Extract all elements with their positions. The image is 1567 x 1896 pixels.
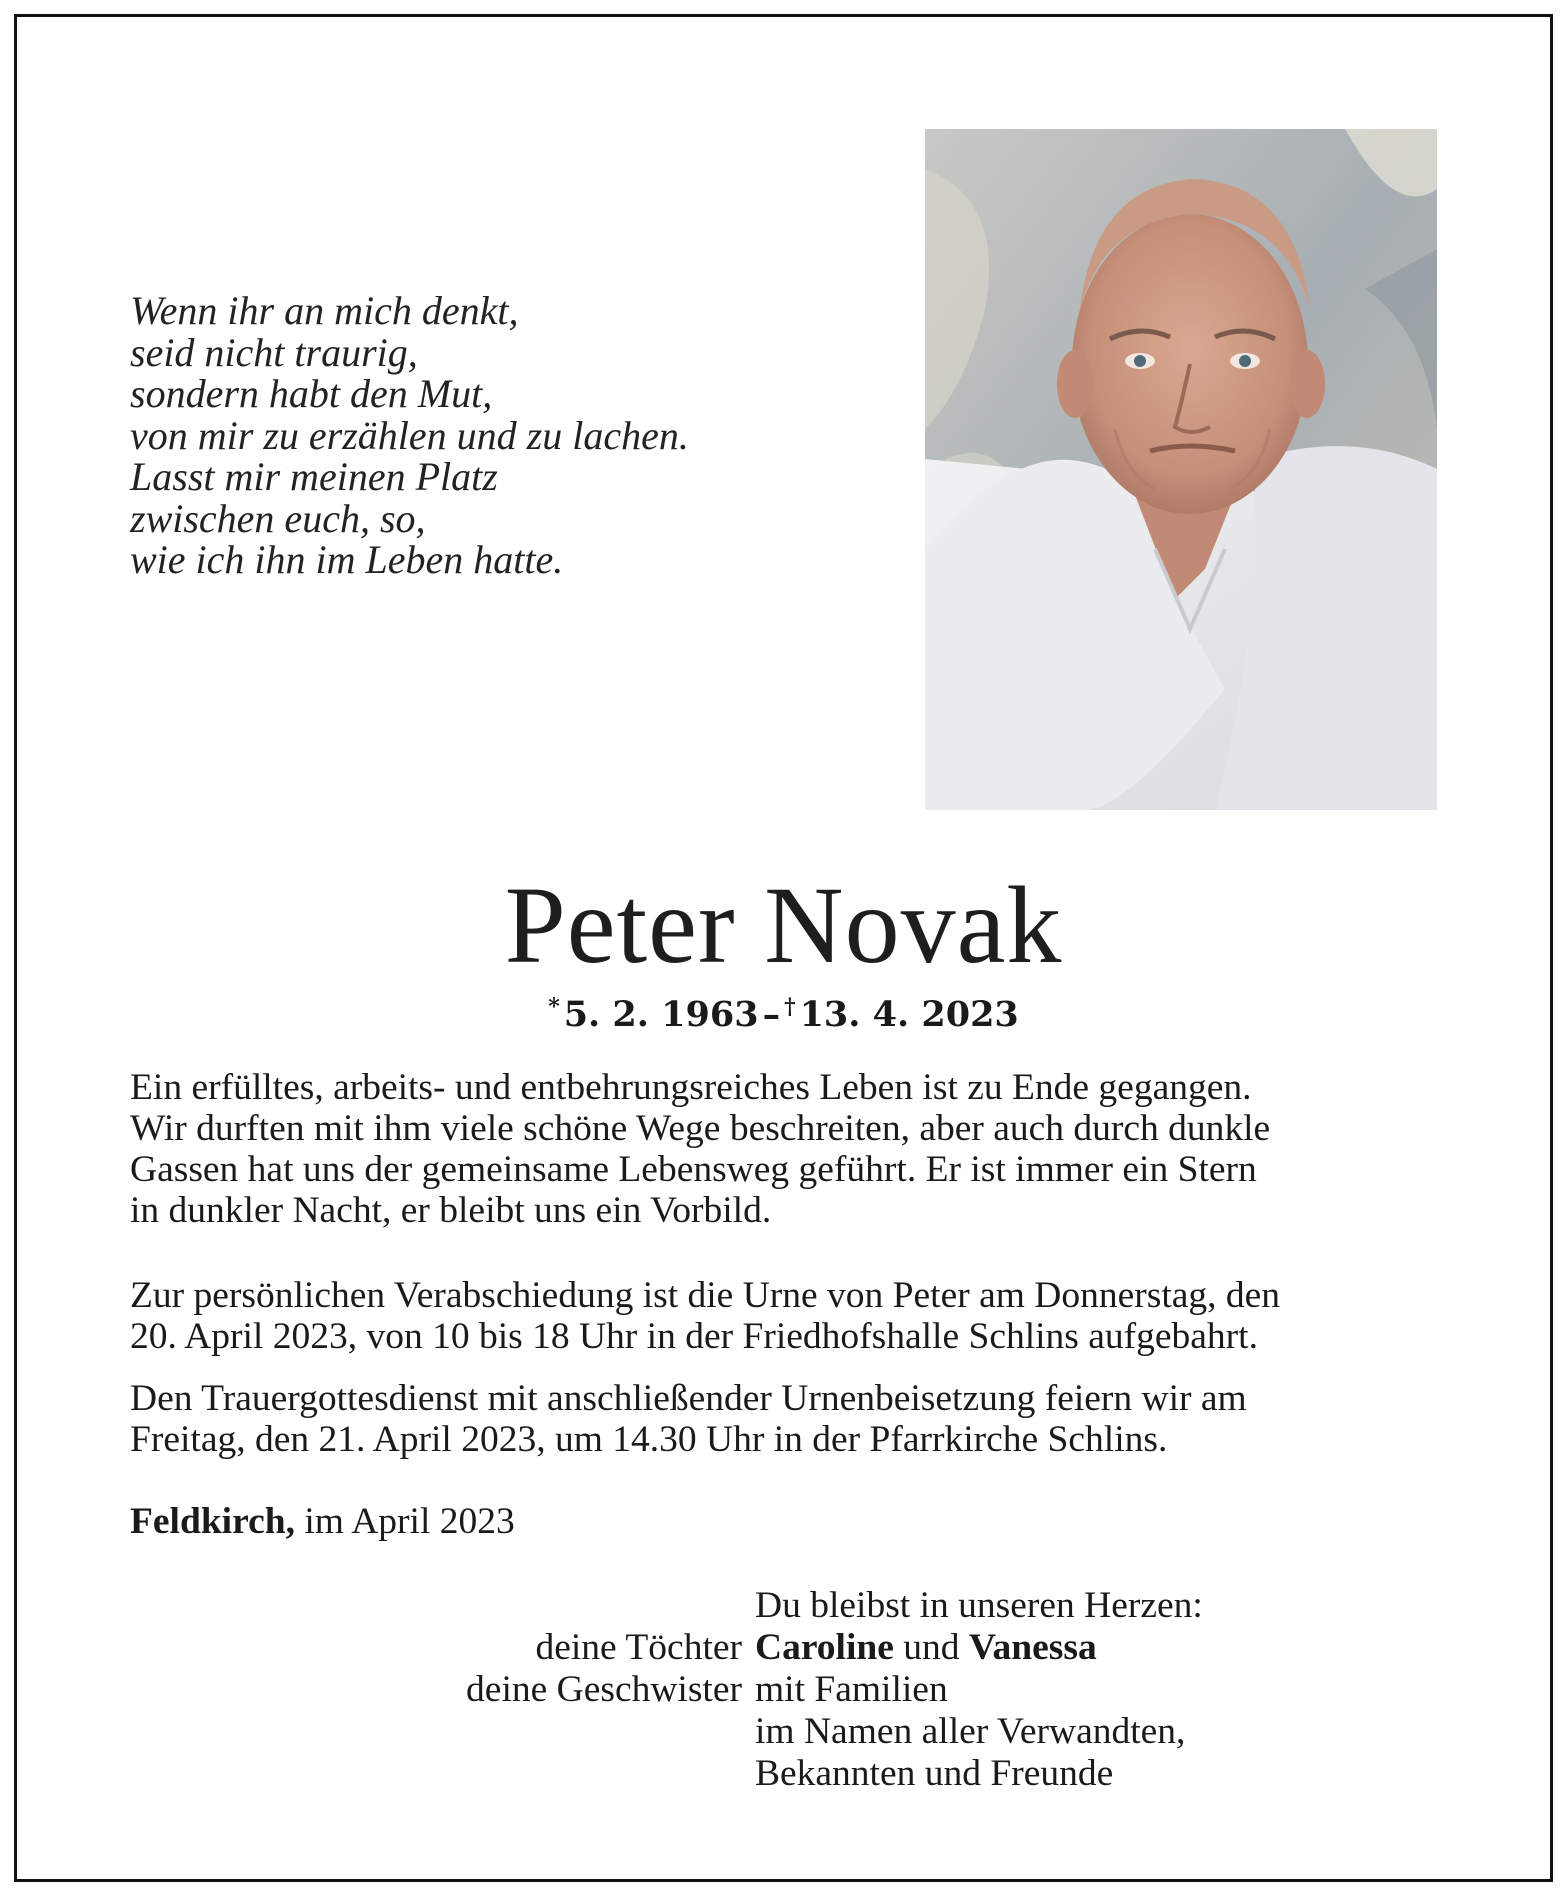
birth-symbol: * (548, 994, 560, 1020)
text-line: Wir durften mit ihm viele schöne Wege beschreiten, aber auch durch dunkle (130, 1108, 1271, 1149)
date-text: im April 2023 (304, 1501, 515, 1542)
daughter-name: Caroline (755, 1627, 894, 1668)
daughter-name: Vanessa (968, 1627, 1097, 1668)
siblings-value: mit Familien (755, 1669, 948, 1710)
daughters-names (755, 1627, 1097, 1669)
text-line: in dunkler Nacht, er bleibt uns ein Vorbild. (130, 1190, 772, 1231)
daughters-row (0, 1627, 1567, 1669)
poem (130, 290, 830, 581)
text-line: Gassen hat uns der gemeinsame Lebensweg geführt. Er ist immer ein Stern (130, 1149, 1257, 1190)
life-dates (0, 985, 1567, 1037)
death-symbol: † (784, 994, 796, 1020)
paragraph-tribute (130, 1067, 1440, 1231)
text-line: Freitag, den 21. April 2023, um 14.30 Uhr in der Pfarrkirche Schlins. (130, 1419, 1168, 1460)
siblings-label: deine Geschwister (466, 1669, 742, 1710)
deceased-name: Peter Novak (504, 864, 1063, 986)
text-line: 20. April 2023, von 10 bis 18 Uhr in der Friedhofshalle Schlins aufgebahrt. (130, 1316, 1258, 1357)
relatives-row (0, 1711, 1567, 1753)
poem-line: seid nicht traurig, (130, 329, 418, 375)
poem-line: sondern habt den Mut, (130, 371, 493, 416)
paragraph-farewell (130, 1275, 1440, 1357)
text-line: Den Trauergottesdienst mit anschließender Urnenbeisetzung feiern wir am (130, 1378, 1247, 1419)
signature-intro: Du bleibst in unseren Herzen: (755, 1585, 1203, 1626)
text-line: Zur persönlichen Verabschiedung ist die Urne von Peter am Donnerstag, den (130, 1275, 1281, 1316)
birth-date: 5. 2. 1963 (563, 994, 759, 1035)
friends-line: Bekannten und Freunde (755, 1753, 1114, 1794)
portrait-photo (925, 129, 1437, 810)
poem-line: Wenn ihr an mich denkt, (130, 288, 519, 333)
relatives-line: im Namen aller Verwandten, (755, 1711, 1186, 1752)
signature-block (0, 1585, 1567, 1795)
poem-line: wie ich ihn im Leben hatte. (130, 537, 564, 582)
portrait-illustration (925, 129, 1437, 810)
date-separator: – (762, 994, 781, 1035)
siblings-row (0, 1669, 1567, 1711)
poem-line: von mir zu erzählen und zu lachen. (130, 412, 689, 458)
poem-line: zwischen euch, so, (130, 495, 426, 541)
conjunction: und (903, 1627, 960, 1668)
daughters-label: deine Töchter (535, 1627, 742, 1668)
paragraph-service (130, 1378, 1440, 1460)
signature-intro-row (0, 1585, 1567, 1627)
place-name: Feldkirch, (130, 1501, 295, 1542)
death-date: 13. 4. 2023 (799, 994, 1019, 1035)
place-date (130, 1500, 515, 1543)
poem-line: Lasst mir meinen Platz (130, 454, 498, 499)
text-line: Ein erfülltes, arbeits- und entbehrungsreiches Leben ist zu Ende gegangen. (130, 1067, 1252, 1108)
friends-row (0, 1753, 1567, 1795)
